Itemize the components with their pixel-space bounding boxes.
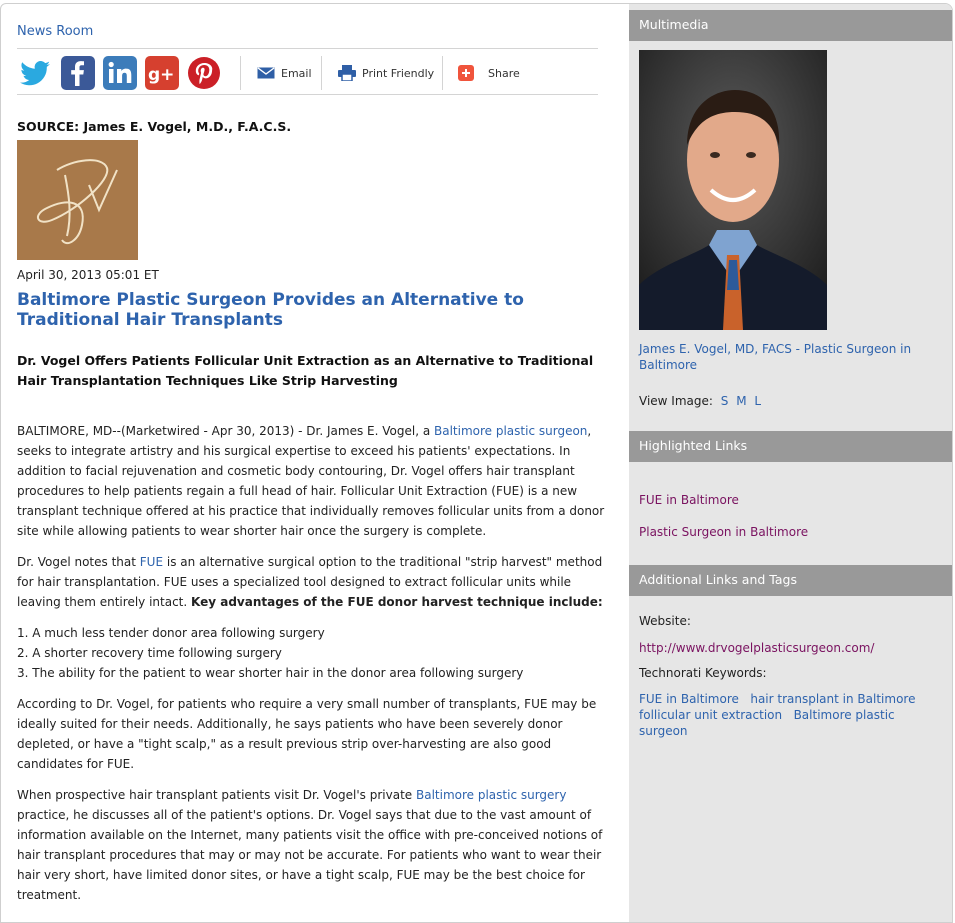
twitter-icon[interactable]: [19, 56, 53, 90]
photo-caption-link[interactable]: James E. Vogel, MD, FACS - Plastic Surgeon in Baltimore: [639, 342, 912, 372]
print-friendly-button[interactable]: [338, 62, 434, 84]
list-item: 2. A shorter recovery time following surgery: [17, 646, 282, 660]
bold-text: Key advantages of the FUE donor harvest technique include:: [191, 595, 603, 609]
linkedin-icon[interactable]: [103, 56, 137, 90]
keyword-link[interactable]: hair transplant in Baltimore: [750, 692, 916, 706]
share-label: Share: [488, 66, 520, 80]
newsroom-link[interactable]: News Room: [17, 24, 94, 39]
keyword-link[interactable]: Baltimore plastic surgeon: [639, 708, 895, 738]
text: When prospective hair transplant patients visit Dr. Vogel's private: [17, 788, 416, 802]
sidebar: [629, 4, 953, 923]
website-label: Website:: [639, 614, 691, 628]
main-column: [1, 4, 629, 923]
print-friendly-label: Print Friendly: [362, 66, 435, 80]
email-label: Email: [281, 66, 312, 80]
printer-icon: [338, 65, 356, 81]
divider: [17, 48, 598, 49]
website-url-link[interactable]: http://www.drvogelplasticsurgeon.com/: [639, 641, 875, 655]
highlighted-link-fue[interactable]: FUE in Baltimore: [639, 493, 739, 507]
publish-date: April 30, 2013 05:01 ET: [17, 268, 159, 282]
plus-icon: [458, 65, 474, 81]
fue-link[interactable]: FUE: [139, 555, 164, 569]
baltimore-plastic-surgeon-link[interactable]: Baltimore plastic surgeon: [434, 424, 588, 438]
keywords-list: [639, 691, 939, 739]
divider: [240, 56, 241, 90]
paragraph: According to Dr. Vogel, for patients who require a very small number of transplants, FUE may be ideally suited for their needs. Additionally, he says patients who have been severely donor depleted, or have a "tight scalp," as a result previous strip over-harvesting are also good candidates for FUE.: [17, 697, 597, 771]
share-button[interactable]: [458, 62, 520, 84]
facebook-icon[interactable]: [61, 56, 95, 90]
baltimore-plastic-surgery-link[interactable]: Baltimore plastic surgery: [415, 788, 567, 802]
divider: [442, 56, 443, 90]
keyword-link[interactable]: FUE in Baltimore: [639, 692, 739, 706]
divider: [321, 56, 322, 90]
highlighted-link-plastic-surgeon[interactable]: Plastic Surgeon in Baltimore: [639, 525, 809, 539]
paragraph: [17, 552, 609, 612]
list-item: 3. The ability for the patient to wear shorter hair in the donor area following surgery: [17, 666, 524, 680]
paragraph: [17, 785, 609, 905]
svg-text:g+: g+: [148, 65, 175, 85]
text: BALTIMORE, MD--(Marketwired - Apr 30, 2013) - Dr. James E. Vogel, a: [17, 424, 434, 438]
source-line: SOURCE: James E. Vogel, M.D., F.A.C.S.: [17, 119, 292, 134]
google-plus-icon[interactable]: [145, 56, 179, 90]
headline: Baltimore Plastic Surgeon Provides an Alternative to Traditional Hair Transplants: [17, 290, 524, 330]
keywords-label: Technorati Keywords:: [639, 666, 767, 680]
paragraph: [17, 421, 609, 541]
view-image-row: [639, 393, 761, 409]
article-body: [17, 421, 609, 916]
text: , seeks to integrate artistry and his surgical expertise to exceed his patients' expectations. In addition to facial rejuvenation and cosmetic body contouring, Dr. Vogel offers hair transplant procedures to help patients regain a full head of hair. Follicular Unit Extraction (FUE) is a new transplant technique offered at his practice that individually removes follicular units from a donor site while allowing patients to wear shorter hair once the surgery is complete.: [17, 424, 605, 538]
advantages-list: [17, 623, 609, 683]
multimedia-header: Multimedia: [629, 10, 953, 41]
company-logo: [17, 140, 138, 260]
list-item: 1. A much less tender donor area following surgery: [17, 626, 325, 640]
text: is an alternative surgical option to the traditional "strip harvest" method for hair transplantation. FUE uses a specialized tool designed to extract follicular units while leaving them entirely intact.: [17, 555, 603, 609]
view-image-label: View Image:: [639, 394, 713, 408]
email-button[interactable]: [257, 62, 312, 84]
portrait-photo[interactable]: [639, 50, 827, 330]
pinterest-icon[interactable]: [187, 56, 221, 90]
image-size-small[interactable]: S: [720, 394, 729, 408]
envelope-icon: [257, 67, 275, 79]
text: practice, he discusses all of the patient's options. Dr. Vogel says that due to the vast amount of information available on the Internet, many patients visit the office with pre-conceived notions of hair transplant procedures that may or may not be accurate. For patients who want to wear their hair very short, have limited donor sites, or have a tight scalp, FUE may be the best choice for treatment.: [17, 808, 603, 902]
image-size-medium[interactable]: M: [736, 394, 747, 408]
page-frame: [0, 3, 953, 923]
subheadline: Dr. Vogel Offers Patients Follicular Unit Extraction as an Alternative to Traditional Hair Transplantation Techniques Like Strip Harvesting: [17, 353, 594, 388]
additional-links-header: Additional Links and Tags: [629, 565, 953, 596]
highlighted-links-header: Highlighted Links: [629, 431, 953, 462]
text: Dr. Vogel notes that: [17, 555, 140, 569]
divider: [17, 94, 598, 95]
image-size-large[interactable]: L: [754, 394, 762, 408]
keyword-link[interactable]: follicular unit extraction: [639, 708, 783, 722]
social-share-bar: [19, 54, 229, 92]
